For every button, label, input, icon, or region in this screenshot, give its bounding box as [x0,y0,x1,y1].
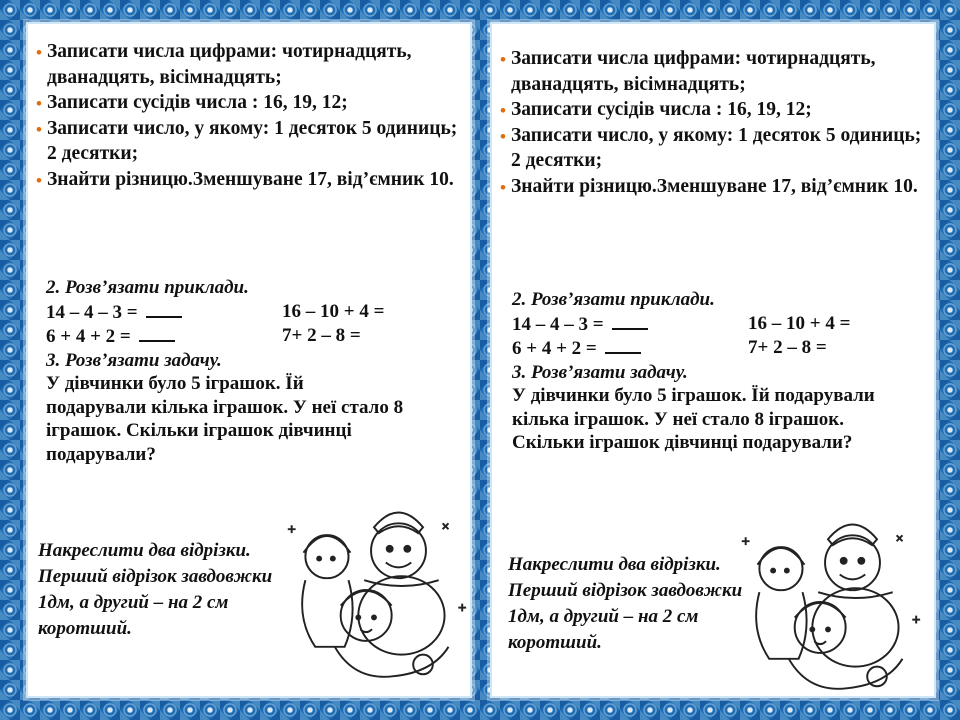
orange-bullet-icon: • [36,94,42,113]
task3-text: У дівчинки було 5 іграшок. Їй подарували кілька іграшок. У неї стало 8 іграшок. Скільки іграшок дівчинці подарували? [46,373,404,465]
example-row-2 [46,324,462,349]
answer-blank [139,324,175,342]
answer-blank [146,300,182,318]
task2-block [46,276,462,466]
answer-blank [612,312,648,330]
task1-item: • Записати числа цифрами: чотирнадцять, дванадцять, вісімнадцять; [36,41,412,88]
worksheet-right [490,22,936,698]
example-row-2 [512,336,926,361]
task1-item: • Знайти різницю.Зменшуване 17, від’ємник 10. [500,174,926,200]
children-snowman-illustration [276,490,472,686]
example-2b: 7+ 2 – 8 = [748,337,827,358]
task1-item: • Записати число, у якому: 1 десяток 5 одиниць; 2 десятки; [500,124,922,171]
task3-text: У дівчинки було 5 іграшок. Їй подарували кілька іграшок. У неї стало 8 іграшок. Скільки іграшок дівчинці подарували? [512,385,875,453]
task1-item: • Записати числа цифрами: чотирнадцять, дванадцять, вісімнадцять; [500,48,876,95]
orange-bullet-icon: • [500,101,506,120]
task1-item: • Записати сусідів числа : 16, 19, 12; [500,97,926,123]
task2-title: 2. Розв’язати приклади. [46,277,249,298]
answer-blank [605,336,641,354]
task2-title: 2. Розв’язати приклади. [512,289,715,310]
example-1a: 14 – 4 – 3 = [46,301,138,323]
task3-title: 3. Розв’язати задачу. [46,349,222,371]
task2-block [512,288,926,455]
task1-list [500,46,926,199]
example-2b: 7+ 2 – 8 = [282,325,361,346]
example-2a: 6 + 4 + 2 = [46,326,131,347]
example-1a: 14 – 4 – 3 = [512,313,604,335]
task4-text: Накреслити два відрізки. Перший відрізок завдовжки 1дм, а другий – на 2 см коротший. [508,554,743,653]
task1-item: • Записати сусідів числа : 16, 19, 12; [36,90,462,116]
task1-block [36,39,462,192]
worksheet-left [26,22,472,698]
example-row-1 [46,300,462,325]
example-1b: 16 – 10 + 4 = [748,312,851,334]
children-snowman-illustration [730,502,926,698]
task1-block [500,46,926,199]
orange-bullet-icon: • [500,177,506,197]
task3-title: 3. Розв’язати задачу. [512,361,688,383]
task4-text: Накреслити два відрізки. Перший відрізок завдовжки 1дм, а другий – на 2 см коротший. [38,540,273,639]
example-2a: 6 + 4 + 2 = [512,338,597,359]
example-row-1 [512,312,926,337]
task1-item: • Знайти різницю.Зменшуване 17, від’ємник 10. [36,167,462,193]
task1-item: • Записати число, у якому: 1 десяток 5 одиниць; 2 десятки; [36,117,458,164]
orange-bullet-icon: • [500,126,506,146]
example-1b: 16 – 10 + 4 = [282,300,385,322]
orange-bullet-icon: • [36,43,42,62]
orange-bullet-icon: • [500,50,506,69]
task1-list [36,39,462,192]
orange-bullet-icon: • [36,170,42,190]
orange-bullet-icon: • [36,119,42,139]
